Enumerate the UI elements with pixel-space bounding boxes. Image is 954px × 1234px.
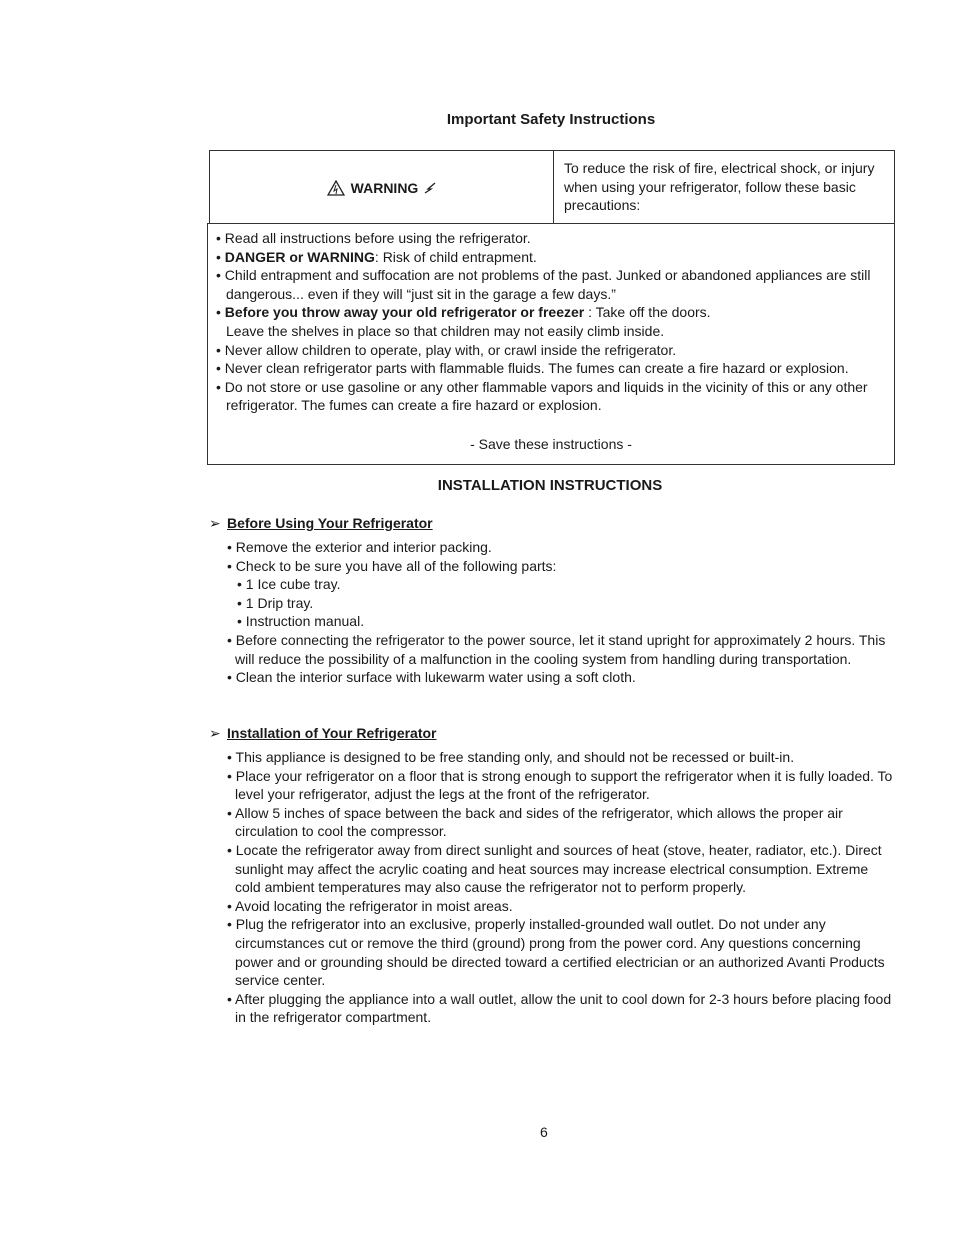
safety-rule-item: • Before you throw away your old refrigerator or freezer : Take off the doors. Leave the shelves in place so that children may not easily climb inside.: [216, 303, 892, 340]
safety-rules-list: [216, 229, 892, 415]
installation-item: • Plug the refrigerator into an exclusive, properly installed-grounded wall outlet. Do not under any circumstances cut or remove the third (ground) prong from the power cord. Any questions concerning power and or grounding should be directed toward a certified electrician or an authorized Avanti Products service center.: [227, 916, 885, 989]
safety-rule-item: • Do not store or use gasoline or any other flammable vapors and liquids in the vicinity of this or any other refrigerator. The fumes can create a fire hazard or explosion.: [216, 378, 868, 414]
save-instructions-text: - Save these instructions -: [470, 436, 632, 452]
warning-triangle-icon: [327, 180, 345, 196]
safety-rule-item: • Never clean refrigerator parts with flammable fluids. The fumes can create a fire hazard or explosion.: [216, 360, 849, 377]
safety-rule-item: • Child entrapment and suffocation are not problems of the past. Junked or abandoned appliances are still dangerous... even if they will “just sit in the garage a few days.”: [216, 267, 871, 302]
installation-item-text: This appliance is designed to be free standing only, and should not be recessed or built-in.: [235, 749, 795, 765]
installation-item: • Avoid locating the refrigerator in moist areas.: [227, 897, 513, 914]
before-using-item: • Instruction manual.: [237, 613, 365, 630]
before-using-heading-text: Before Using Your Refrigerator: [227, 515, 433, 531]
safety-rule-text: Never allow children to operate, play with, or crawl inside the refrigerator.: [224, 341, 677, 358]
before-using-item: • Check to be sure you have all of the following parts:: [227, 557, 557, 574]
before-using-item-text: Before connecting the refrigerator to the power source, let it stand upright for approximately 2 hours. This will reduce the possibility of a malfunction in the cooling system from handling during transportation.: [235, 631, 886, 667]
warning-bolt-icon: [424, 182, 436, 194]
before-using-item-text: Check to be sure you have all of the following parts:: [235, 557, 557, 574]
safety-rule-text: Child entrapment and suffocation are not problems of the past. Junked or abandoned appliances are still dangerous... even if they will “just sit in the garage a few days.”: [224, 267, 871, 302]
installation-item: • After plugging the appliance into a wall outlet, allow the unit to cool down for 2-3 hours before placing food in the refrigerator compartment.: [227, 990, 892, 1026]
warning-label: WARNING: [350, 179, 419, 196]
safety-rule-text: : Take off the doors.: [584, 304, 711, 321]
installation-item-text: Plug the refrigerator into an exclusive, properly installed-grounded wall outlet. Do not under any circumstances cut or remove the third (ground) prong from the power cord. Any questions concerning power and or grounding should be directed toward a certified electrician or an authorized Avanti Products service center.: [235, 916, 885, 989]
before-using-item: • 1 Drip tray.: [237, 594, 314, 611]
safety-rule-text: Do not store or use gasoline or any other flammable vapors and liquids in the vicinity of this or any other refrigerator. The fumes can create a fire hazard or explosion.: [224, 378, 868, 414]
before-using-list: [227, 538, 887, 687]
before-using-item-text: Clean the interior surface with lukewarm water using a soft cloth.: [235, 669, 636, 686]
installation-item-text: Locate the refrigerator away from direct sunlight and sources of heat (stove, heater, radiator, etc.). Direct sunlight may affect the acrylic coating and heat sources may increase electrical consumption. Extreme cold ambient temperatures may also cause the refrigerator not to perform properly.: [235, 841, 882, 896]
before-using-item: • Remove the exterior and interior packing.: [227, 539, 492, 555]
before-using-item-text: Remove the exterior and interior packing.: [235, 539, 492, 555]
installation-item-text: Place your refrigerator on a floor that is strong enough to support the refrigerator when it is fully loaded. To level your refrigerator, adjust the legs at the front of the refrigerator.: [235, 767, 893, 803]
before-using-item: • Before connecting the refrigerator to the power source, let it stand upright for approximately 2 hours. This will reduce the possibility of a malfunction in the cooling system from handling during transportation.: [227, 631, 886, 667]
warning-box: [209, 150, 895, 223]
before-using-item-text: 1 Ice cube tray.: [245, 576, 341, 593]
installation-item-text: Allow 5 inches of space between the back and sides of the refrigerator, which allows the proper air circulation to cool the compressor.: [235, 804, 843, 840]
arrow-bullet-icon: ➢: [209, 515, 221, 531]
safety-rule-item: • DANGER or WARNING: Risk of child entrapment.: [216, 248, 537, 265]
installation-item: • Allow 5 inches of space between the back and sides of the refrigerator, which allows the proper air circulation to cool the compressor.: [227, 804, 843, 840]
installation-item: • This appliance is designed to be free standing only, and should not be recessed or built-in.: [227, 749, 795, 765]
warning-label-cell: [210, 151, 554, 224]
before-using-item: • 1 Ice cube tray.: [237, 576, 341, 593]
installation-list: [227, 748, 893, 1027]
installation-heading-text: Installation of Your Refrigerator: [227, 725, 437, 741]
page-number: 6: [540, 1124, 548, 1140]
safety-rule-text: Read all instructions before using the refrigerator.: [224, 230, 531, 246]
safety-rule-text: : Risk of child entrapment.: [374, 248, 537, 265]
installation-item: • Locate the refrigerator away from direct sunlight and sources of heat (stove, heater, radiator, etc.). Direct sunlight may affect the acrylic coating and heat sources may increase electrical consumption. Extreme cold ambient temperatures may also cause the refrigerator not to perform properly.: [227, 841, 882, 896]
safety-rule-item: • Never allow children to operate, play with, or crawl inside the refrigerator.: [216, 341, 677, 358]
safety-rule-continuation: Leave the shelves in place so that children may not easily climb inside.: [226, 322, 665, 339]
before-using-item-text: Instruction manual.: [245, 613, 365, 630]
installation-item: • Place your refrigerator on a floor that is strong enough to support the refrigerator when it is fully loaded. To level your refrigerator, adjust the legs at the front of the refrigerator.: [227, 767, 893, 803]
safety-rule-bold: Before you throw away your old refrigerator or freezer: [224, 304, 585, 321]
section-title: INSTALLATION INSTRUCTIONS: [437, 477, 663, 494]
installation-item-text: Avoid locating the refrigerator in moist areas.: [235, 897, 513, 914]
before-using-item-text: 1 Drip tray.: [245, 594, 314, 611]
arrow-bullet-icon: ➢: [209, 725, 221, 741]
installation-item-text: After plugging the appliance into a wall outlet, allow the unit to cool down for 2-3 hours before placing food in the refrigerator compartment.: [235, 990, 892, 1026]
before-using-heading: [209, 515, 433, 532]
page-title: Important Safety Instructions: [446, 111, 656, 128]
safety-rule-bold: DANGER or WARNING: [224, 248, 375, 265]
installation-heading: [209, 725, 437, 742]
safety-rule-text: Never clean refrigerator parts with flammable fluids. The fumes can create a fire hazard or explosion.: [224, 360, 849, 377]
warning-text: To reduce the risk of fire, electrical shock, or injury when using your refrigerator, follow these basic precautions:: [564, 160, 875, 213]
before-using-item: • Clean the interior surface with lukewarm water using a soft cloth.: [227, 669, 636, 686]
safety-rule-item: • Read all instructions before using the refrigerator.: [216, 230, 531, 246]
